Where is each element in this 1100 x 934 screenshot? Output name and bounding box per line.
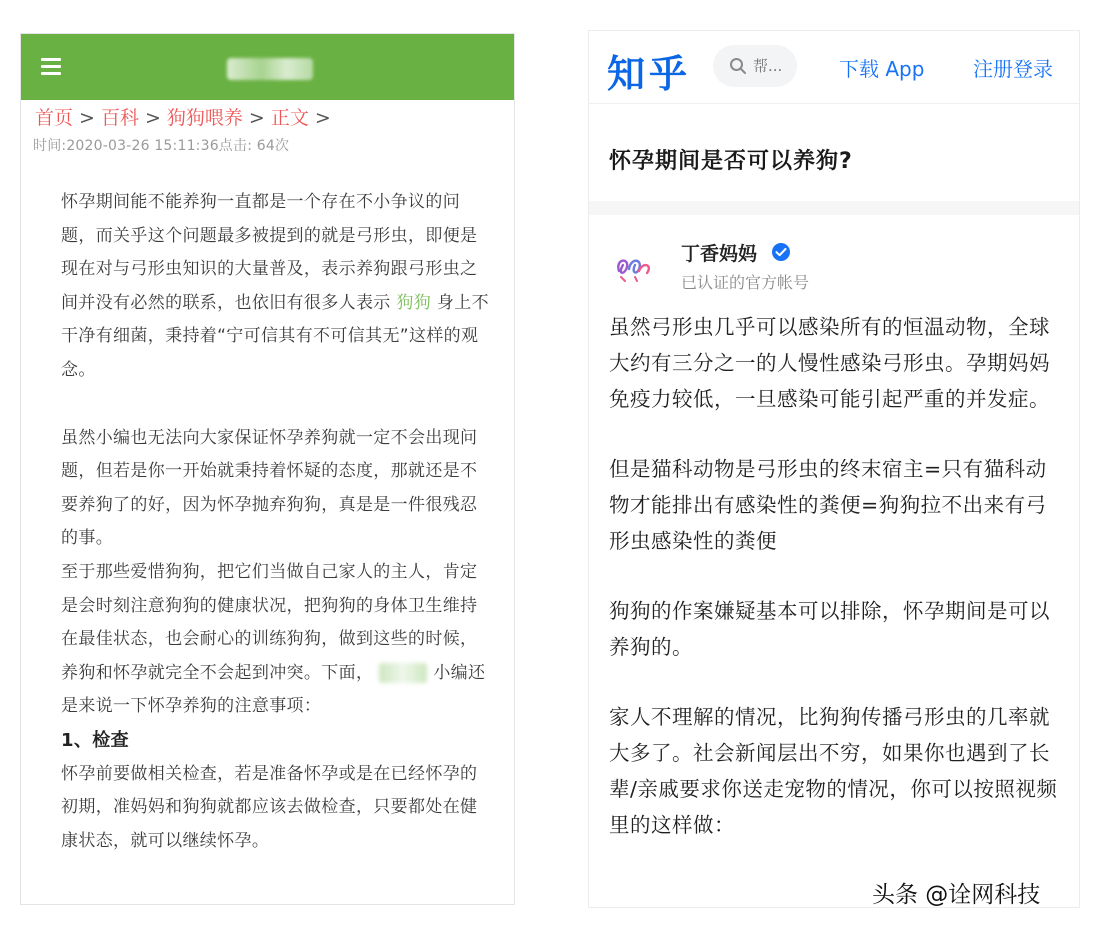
article-body [61, 186, 493, 858]
zhihu-header [589, 31, 1079, 104]
breadcrumb-category[interactable]: 百科 [100, 107, 139, 129]
answer-paragraph: 但是猫科动物是弓形虫的终末宿主=只有猫科动物才能排出有感染性的粪便=狗狗拉不出来有弓形虫感染性的粪便 [609, 457, 1047, 553]
menu-icon[interactable] [41, 58, 61, 76]
article-meta: 时间:2020-03-26 15:11:36点击: 64次 [33, 138, 290, 154]
left-header-bar [21, 34, 514, 100]
register-login-link[interactable]: 注册登录 [973, 57, 1053, 81]
search-input[interactable] [753, 55, 793, 77]
breadcrumb-subcategory[interactable]: 狗狗喂养 [166, 107, 243, 129]
left-article-screenshot [20, 33, 515, 905]
blurred-site-logo [227, 58, 313, 80]
article-paragraph: 怀孕前要做相关检查，若是准备怀孕或是在已经怀孕的初期，准妈妈和狗狗就都应该去做检查，只要都处在健康状态，就可以继续怀孕。 [61, 763, 478, 851]
breadcrumb-separator: > [144, 107, 161, 129]
inline-link-dog[interactable]: 狗狗 [396, 292, 432, 313]
breadcrumb [35, 106, 337, 130]
blurred-site-name [379, 663, 427, 683]
author-avatar-icon[interactable] [611, 245, 655, 289]
search-icon [729, 57, 747, 75]
paragraph-text: 怀孕期间能不能养狗一直都是一个存在不小争议的问题，而关乎这个问题最多被提到的就是弓形虫，即便是现在对与弓形虫知识的大量普及，表示养狗跟弓形虫之间并没有必然的联系，也依旧有很多人表示 [61, 192, 478, 313]
answer-paragraph: 家人不理解的情况，比狗狗传播弓形虫的几率就大多了。社会新闻层出不穷，如果你也遇到了长辈/亲戚要求你送走宠物的情况，你可以按照视频里的这样做： [609, 705, 1058, 837]
zhihu-logo[interactable]: 知乎 [607, 52, 692, 96]
paragraph-text: 小编还是来说一下怀孕养狗的注意事项： [61, 662, 486, 717]
verified-icon [771, 242, 791, 262]
paragraph-text: 身上不干净有细菌，秉持着“宁可信其有不可信其无”这样的观念。 [61, 292, 489, 380]
breadcrumb-current[interactable]: 正文 [270, 107, 309, 129]
section-divider [589, 201, 1079, 215]
breadcrumb-home[interactable]: 首页 [35, 107, 74, 129]
breadcrumb-separator: > [79, 107, 95, 129]
paragraph-text: 至于那些爱惜狗狗，把它们当做自己家人的主人，肯定是会时刻注意狗狗的健康状况，把狗狗的身体卫生维持在最佳状态，也会耐心的训练狗狗，做到这些的时候，养狗和怀孕就完全不会起到冲突。下面， [61, 561, 478, 683]
section-heading: 1、检查 [61, 729, 129, 751]
answer-paragraph: 狗狗的作案嫌疑基本可以排除，怀孕期间是可以养狗的。 [609, 599, 1050, 659]
right-zhihu-screenshot [588, 30, 1080, 908]
author-name[interactable]: 丁香妈妈 [681, 243, 758, 265]
article-paragraph [61, 556, 493, 724]
answer-body [609, 309, 1059, 843]
article-paragraph: 虽然小编也无法向大家保证怀孕养狗就一定不会出现问题，但若是你一开始就秉持着怀疑的态度，那就还是不要养狗了的好，因为怀孕抛弃狗狗，真是是一件很残忍的事。 [61, 427, 478, 549]
breadcrumb-trailing: > [314, 107, 331, 129]
author-description: 已认证的官方帐号 [681, 273, 810, 292]
toutiao-watermark: 头条 @诠网科技 [872, 882, 1041, 908]
article-paragraph [61, 186, 493, 388]
search-box[interactable] [713, 45, 797, 87]
question-title[interactable]: 怀孕期间是否可以养狗? [609, 149, 853, 174]
download-app-link[interactable]: 下载 App [839, 57, 925, 81]
breadcrumb-separator: > [248, 107, 265, 129]
answer-paragraph: 虽然弓形虫几乎可以感染所有的恒温动物，全球大约有三分之一的人慢性感染弓形虫。孕期妈妈免疫力较低，一旦感染可能引起严重的并发症。 [609, 315, 1050, 411]
